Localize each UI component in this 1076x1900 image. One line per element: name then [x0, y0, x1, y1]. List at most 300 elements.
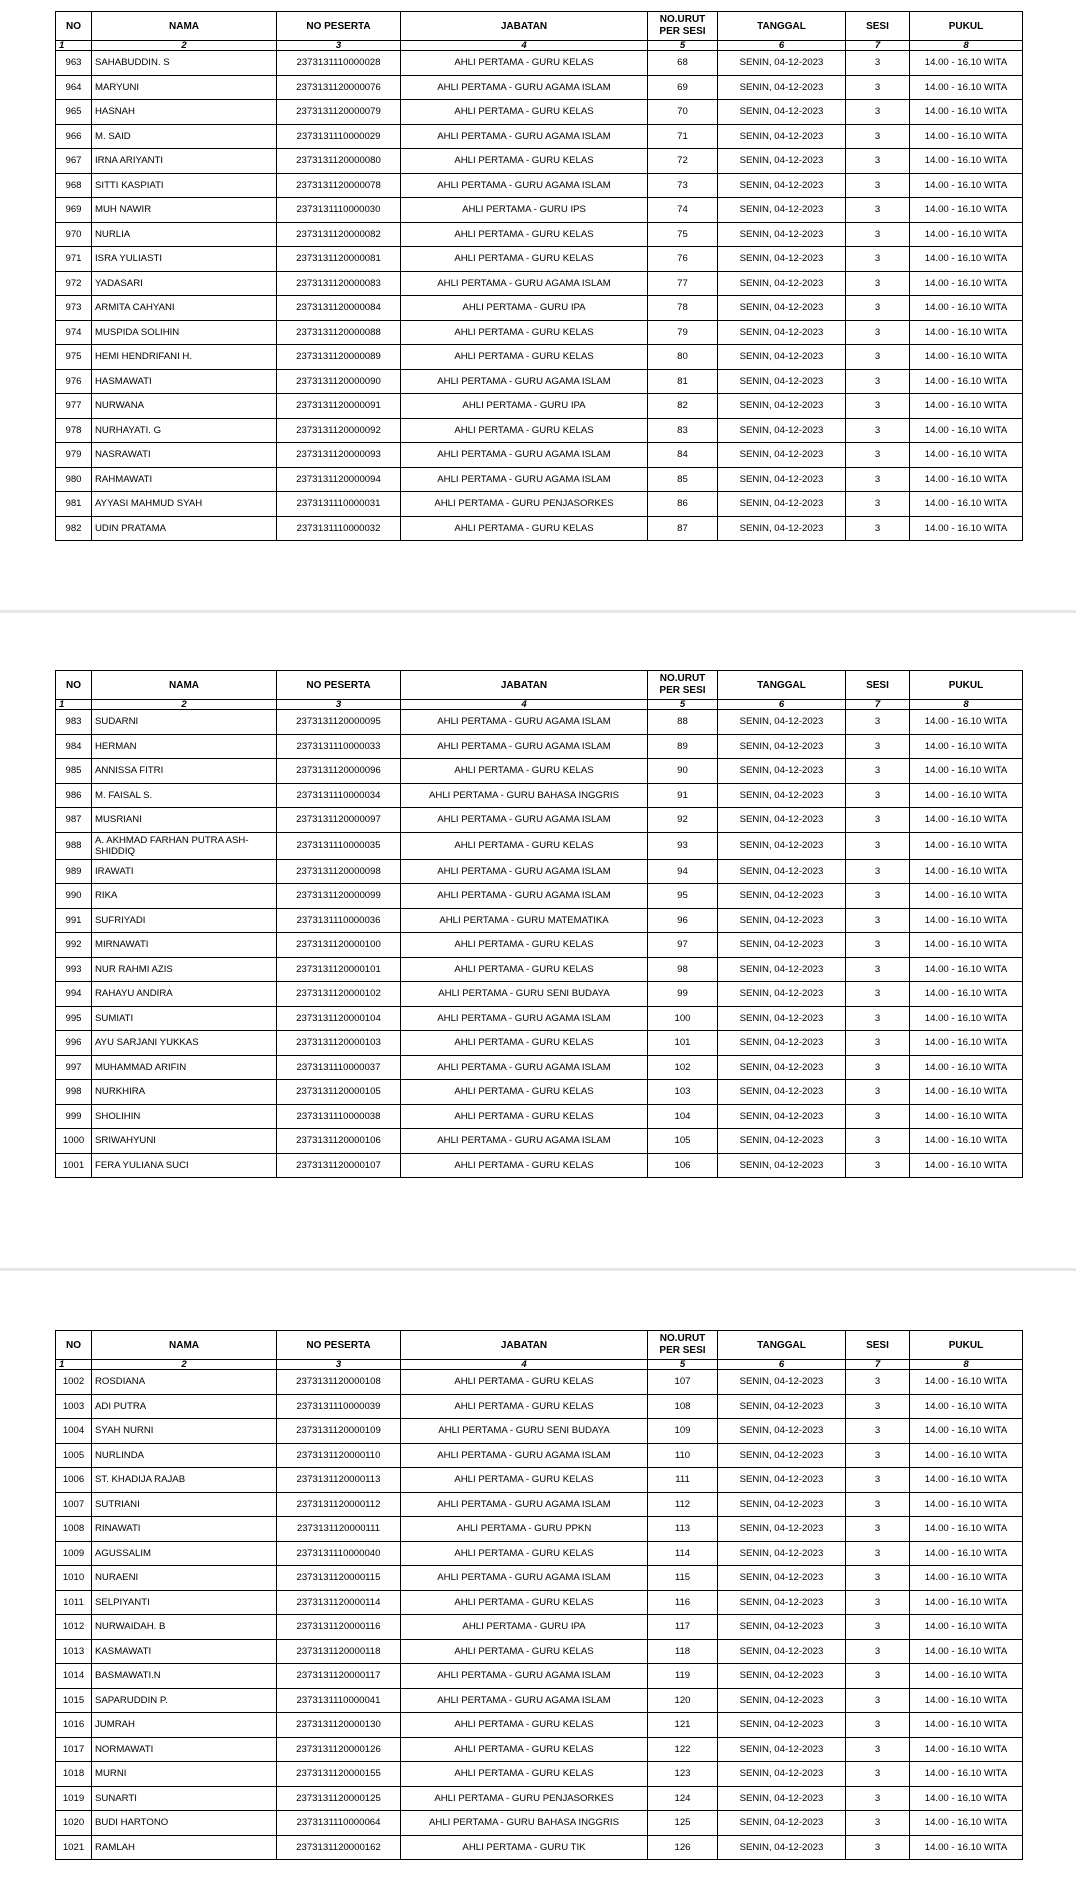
cell-sesi: 3 [846, 859, 910, 884]
cell-nama: NUR RAHMI AZIS [92, 957, 277, 982]
cell-pukul: 14.00 - 16.10 WITA [910, 1104, 1023, 1129]
column-number: 1 [56, 1360, 92, 1370]
cell-no: 982 [56, 516, 92, 541]
cell-pukul: 14.00 - 16.10 WITA [910, 1664, 1023, 1689]
cell-no-urut: 112 [648, 1492, 718, 1517]
cell-sesi: 3 [846, 1762, 910, 1787]
cell-tanggal: SENIN, 04-12-2023 [718, 149, 846, 174]
cell-jabatan: AHLI PERTAMA - GURU KELAS [401, 1639, 648, 1664]
cell-sesi: 3 [846, 1419, 910, 1444]
cell-no: 978 [56, 418, 92, 443]
cell-sesi: 3 [846, 1835, 910, 1860]
header-no-peserta: NO PESERTA [277, 12, 401, 41]
cell-tanggal: SENIN, 04-12-2023 [718, 1492, 846, 1517]
cell-no-urut: 118 [648, 1639, 718, 1664]
cell-no: 1003 [56, 1394, 92, 1419]
column-number: 1 [56, 41, 92, 51]
cell-no: 983 [56, 710, 92, 735]
cell-no-peserta: 2373131110000035 [277, 832, 401, 859]
cell-tanggal: SENIN, 04-12-2023 [718, 982, 846, 1007]
cell-no-urut: 116 [648, 1590, 718, 1615]
cell-no-urut: 83 [648, 418, 718, 443]
cell-tanggal: SENIN, 04-12-2023 [718, 1104, 846, 1129]
table-row [56, 1055, 1023, 1080]
cell-pukul: 14.00 - 16.10 WITA [910, 124, 1023, 149]
cell-pukul: 14.00 - 16.10 WITA [910, 1129, 1023, 1154]
cell-sesi: 3 [846, 247, 910, 272]
cell-sesi: 3 [846, 783, 910, 808]
page-separator [0, 1268, 1076, 1271]
cell-jabatan: AHLI PERTAMA - GURU AGAMA ISLAM [401, 1688, 648, 1713]
cell-no-urut: 109 [648, 1419, 718, 1444]
cell-tanggal: SENIN, 04-12-2023 [718, 908, 846, 933]
cell-sesi: 3 [846, 198, 910, 223]
cell-nama: A. AKHMAD FARHAN PUTRA ASH-SHIDDIQ [92, 832, 277, 859]
cell-sesi: 3 [846, 1468, 910, 1493]
cell-jabatan: AHLI PERTAMA - GURU AGAMA ISLAM [401, 467, 648, 492]
cell-no: 1005 [56, 1443, 92, 1468]
cell-no: 1007 [56, 1492, 92, 1517]
cell-no-urut: 99 [648, 982, 718, 1007]
cell-tanggal: SENIN, 04-12-2023 [718, 271, 846, 296]
cell-sesi: 3 [846, 51, 910, 76]
cell-sesi: 3 [846, 1737, 910, 1762]
cell-tanggal: SENIN, 04-12-2023 [718, 173, 846, 198]
cell-sesi: 3 [846, 1492, 910, 1517]
cell-no-peserta: 2373131120000107 [277, 1153, 401, 1178]
cell-nama: HASNAH [92, 100, 277, 125]
cell-tanggal: SENIN, 04-12-2023 [718, 1835, 846, 1860]
cell-jabatan: AHLI PERTAMA - GURU AGAMA ISLAM [401, 1664, 648, 1689]
cell-sesi: 3 [846, 1394, 910, 1419]
cell-tanggal: SENIN, 04-12-2023 [718, 492, 846, 517]
cell-sesi: 3 [846, 957, 910, 982]
cell-nama: ARMITA CAHYANI [92, 296, 277, 321]
cell-no: 996 [56, 1031, 92, 1056]
cell-sesi: 3 [846, 808, 910, 833]
table-row [56, 492, 1023, 517]
table-row [56, 394, 1023, 419]
cell-no: 970 [56, 222, 92, 247]
cell-jabatan: AHLI PERTAMA - GURU AGAMA ISLAM [401, 1566, 648, 1591]
cell-no-peserta: 2373131120000118 [277, 1639, 401, 1664]
cell-nama: ANNISSA FITRI [92, 759, 277, 784]
cell-no-urut: 98 [648, 957, 718, 982]
cell-tanggal: SENIN, 04-12-2023 [718, 884, 846, 909]
cell-nama: SYAH NURNI [92, 1419, 277, 1444]
cell-no: 980 [56, 467, 92, 492]
column-number: 6 [718, 41, 846, 51]
table-row [56, 859, 1023, 884]
cell-pukul: 14.00 - 16.10 WITA [910, 467, 1023, 492]
cell-tanggal: SENIN, 04-12-2023 [718, 1370, 846, 1395]
cell-sesi: 3 [846, 1811, 910, 1836]
cell-pukul: 14.00 - 16.10 WITA [910, 100, 1023, 125]
cell-no-peserta: 2373131120000112 [277, 1492, 401, 1517]
cell-no-peserta: 2373131120000126 [277, 1737, 401, 1762]
cell-pukul: 14.00 - 16.10 WITA [910, 173, 1023, 198]
cell-no-urut: 108 [648, 1394, 718, 1419]
cell-no-peserta: 2373131120000082 [277, 222, 401, 247]
cell-no: 1011 [56, 1590, 92, 1615]
column-number: 2 [92, 41, 277, 51]
table-row [56, 1762, 1023, 1787]
table-row [56, 1566, 1023, 1591]
cell-jabatan: AHLI PERTAMA - GURU KELAS [401, 247, 648, 272]
cell-pukul: 14.00 - 16.10 WITA [910, 1468, 1023, 1493]
cell-no-peserta: 2373131120000094 [277, 467, 401, 492]
cell-jabatan: AHLI PERTAMA - GURU KELAS [401, 957, 648, 982]
cell-no: 1021 [56, 1835, 92, 1860]
cell-tanggal: SENIN, 04-12-2023 [718, 832, 846, 859]
cell-no-peserta: 2373131120000162 [277, 1835, 401, 1860]
cell-jabatan: AHLI PERTAMA - GURU SENI BUDAYA [401, 1419, 648, 1444]
cell-no-urut: 101 [648, 1031, 718, 1056]
cell-pukul: 14.00 - 16.10 WITA [910, 75, 1023, 100]
cell-no-peserta: 2373131120000113 [277, 1468, 401, 1493]
cell-jabatan: AHLI PERTAMA - GURU PPKN [401, 1517, 648, 1542]
table-row [56, 247, 1023, 272]
cell-sesi: 3 [846, 759, 910, 784]
cell-jabatan: AHLI PERTAMA - GURU AGAMA ISLAM [401, 1129, 648, 1154]
cell-pukul: 14.00 - 16.10 WITA [910, 271, 1023, 296]
cell-no-peserta: 2373131110000029 [277, 124, 401, 149]
cell-jabatan: AHLI PERTAMA - GURU AGAMA ISLAM [401, 443, 648, 468]
cell-sesi: 3 [846, 124, 910, 149]
column-number: 5 [648, 1360, 718, 1370]
table-row [56, 467, 1023, 492]
column-number: 3 [277, 700, 401, 710]
cell-no: 991 [56, 908, 92, 933]
cell-no-urut: 79 [648, 320, 718, 345]
cell-pukul: 14.00 - 16.10 WITA [910, 1541, 1023, 1566]
cell-no-urut: 73 [648, 173, 718, 198]
table-row [56, 1688, 1023, 1713]
cell-no: 1004 [56, 1419, 92, 1444]
cell-no-peserta: 2373131120000114 [277, 1590, 401, 1615]
cell-nama: M. SAID [92, 124, 277, 149]
cell-jabatan: AHLI PERTAMA - GURU IPA [401, 394, 648, 419]
table-row [56, 51, 1023, 76]
column-number: 2 [92, 1360, 277, 1370]
cell-no-urut: 113 [648, 1517, 718, 1542]
column-number: 8 [910, 41, 1023, 51]
cell-sesi: 3 [846, 884, 910, 909]
table-row [56, 884, 1023, 909]
cell-jabatan: AHLI PERTAMA - GURU TIK [401, 1835, 648, 1860]
column-number: 3 [277, 41, 401, 51]
cell-sesi: 3 [846, 418, 910, 443]
cell-sesi: 3 [846, 1566, 910, 1591]
cell-tanggal: SENIN, 04-12-2023 [718, 1811, 846, 1836]
cell-no-urut: 93 [648, 832, 718, 859]
cell-pukul: 14.00 - 16.10 WITA [910, 51, 1023, 76]
cell-jabatan: AHLI PERTAMA - GURU BAHASA INGGRIS [401, 783, 648, 808]
cell-no: 1010 [56, 1566, 92, 1591]
cell-no-urut: 97 [648, 933, 718, 958]
cell-no-peserta: 2373131110000040 [277, 1541, 401, 1566]
cell-no-peserta: 2373131120000084 [277, 296, 401, 321]
cell-sesi: 3 [846, 1443, 910, 1468]
cell-jabatan: AHLI PERTAMA - GURU AGAMA ISLAM [401, 75, 648, 100]
cell-pukul: 14.00 - 16.10 WITA [910, 222, 1023, 247]
header-jabatan: JABATAN [401, 1331, 648, 1360]
header-sesi: SESI [846, 1331, 910, 1360]
cell-sesi: 3 [846, 710, 910, 735]
cell-nama: NASRAWATI [92, 443, 277, 468]
table-row [56, 418, 1023, 443]
cell-pukul: 14.00 - 16.10 WITA [910, 1153, 1023, 1178]
cell-tanggal: SENIN, 04-12-2023 [718, 1541, 846, 1566]
cell-no-peserta: 2373131120000079 [277, 100, 401, 125]
cell-pukul: 14.00 - 16.10 WITA [910, 320, 1023, 345]
cell-no-urut: 114 [648, 1541, 718, 1566]
cell-no-urut: 126 [648, 1835, 718, 1860]
cell-no-peserta: 2373131120000088 [277, 320, 401, 345]
cell-jabatan: AHLI PERTAMA - GURU AGAMA ISLAM [401, 369, 648, 394]
cell-no: 987 [56, 808, 92, 833]
cell-jabatan: AHLI PERTAMA - GURU KELAS [401, 345, 648, 370]
cell-no-peserta: 2373131110000030 [277, 198, 401, 223]
cell-nama: NURHAYATI. G [92, 418, 277, 443]
column-number: 6 [718, 700, 846, 710]
cell-no-peserta: 2373131110000038 [277, 1104, 401, 1129]
cell-sesi: 3 [846, 271, 910, 296]
cell-pukul: 14.00 - 16.10 WITA [910, 933, 1023, 958]
cell-no-peserta: 2373131110000039 [277, 1394, 401, 1419]
cell-jabatan: AHLI PERTAMA - GURU KELAS [401, 149, 648, 174]
cell-nama: BASMAWATI.N [92, 1664, 277, 1689]
table-row [56, 957, 1023, 982]
cell-tanggal: SENIN, 04-12-2023 [718, 1615, 846, 1640]
cell-no: 997 [56, 1055, 92, 1080]
cell-jabatan: AHLI PERTAMA - GURU AGAMA ISLAM [401, 1055, 648, 1080]
cell-nama: SAPARUDDIN P. [92, 1688, 277, 1713]
cell-no-urut: 89 [648, 734, 718, 759]
cell-no-urut: 115 [648, 1566, 718, 1591]
cell-sesi: 3 [846, 173, 910, 198]
cell-sesi: 3 [846, 1031, 910, 1056]
cell-no-urut: 96 [648, 908, 718, 933]
cell-sesi: 3 [846, 1153, 910, 1178]
table-row [56, 296, 1023, 321]
cell-jabatan: AHLI PERTAMA - GURU KELAS [401, 1713, 648, 1738]
cell-tanggal: SENIN, 04-12-2023 [718, 759, 846, 784]
cell-sesi: 3 [846, 100, 910, 125]
cell-jabatan: AHLI PERTAMA - GURU KELAS [401, 418, 648, 443]
cell-tanggal: SENIN, 04-12-2023 [718, 1713, 846, 1738]
cell-no: 977 [56, 394, 92, 419]
cell-no-urut: 95 [648, 884, 718, 909]
cell-pukul: 14.00 - 16.10 WITA [910, 1370, 1023, 1395]
table-row [56, 1786, 1023, 1811]
cell-pukul: 14.00 - 16.10 WITA [910, 394, 1023, 419]
cell-no-urut: 78 [648, 296, 718, 321]
cell-tanggal: SENIN, 04-12-2023 [718, 1006, 846, 1031]
cell-no-urut: 69 [648, 75, 718, 100]
cell-nama: SUDARNI [92, 710, 277, 735]
cell-sesi: 3 [846, 443, 910, 468]
cell-no: 993 [56, 957, 92, 982]
cell-no: 994 [56, 982, 92, 1007]
cell-tanggal: SENIN, 04-12-2023 [718, 443, 846, 468]
cell-nama: SAHABUDDIN. S [92, 51, 277, 76]
cell-tanggal: SENIN, 04-12-2023 [718, 1055, 846, 1080]
header-tanggal: TANGGAL [718, 671, 846, 700]
cell-pukul: 14.00 - 16.10 WITA [910, 1006, 1023, 1031]
column-number: 2 [92, 700, 277, 710]
cell-nama: FERA YULIANA SUCI [92, 1153, 277, 1178]
cell-no-peserta: 2373131120000115 [277, 1566, 401, 1591]
cell-nama: RIKA [92, 884, 277, 909]
cell-no-peserta: 2373131120000076 [277, 75, 401, 100]
column-number: 4 [401, 1360, 648, 1370]
header-pukul: PUKUL [910, 671, 1023, 700]
cell-no-urut: 71 [648, 124, 718, 149]
cell-no: 999 [56, 1104, 92, 1129]
cell-sesi: 3 [846, 1688, 910, 1713]
cell-no-peserta: 2373131120000108 [277, 1370, 401, 1395]
cell-tanggal: SENIN, 04-12-2023 [718, 1566, 846, 1591]
cell-no-peserta: 2373131110000037 [277, 1055, 401, 1080]
table-row [56, 933, 1023, 958]
cell-pukul: 14.00 - 16.10 WITA [910, 884, 1023, 909]
cell-jabatan: AHLI PERTAMA - GURU KELAS [401, 759, 648, 784]
cell-no-peserta: 2373131120000083 [277, 271, 401, 296]
cell-no-peserta: 2373131110000033 [277, 734, 401, 759]
cell-no-urut: 117 [648, 1615, 718, 1640]
cell-pukul: 14.00 - 16.10 WITA [910, 516, 1023, 541]
cell-tanggal: SENIN, 04-12-2023 [718, 124, 846, 149]
cell-tanggal: SENIN, 04-12-2023 [718, 369, 846, 394]
cell-jabatan: AHLI PERTAMA - GURU KELAS [401, 1080, 648, 1105]
cell-no-urut: 122 [648, 1737, 718, 1762]
cell-no-urut: 88 [648, 710, 718, 735]
cell-pukul: 14.00 - 16.10 WITA [910, 296, 1023, 321]
header-no-urut: NO.URUT PER SESI [648, 671, 718, 700]
cell-nama: RINAWATI [92, 1517, 277, 1542]
column-number: 6 [718, 1360, 846, 1370]
table-row [56, 1811, 1023, 1836]
cell-no-peserta: 2373131120000089 [277, 345, 401, 370]
cell-nama: MUSPIDA SOLIHIN [92, 320, 277, 345]
cell-nama: KASMAWATI [92, 1639, 277, 1664]
cell-no-urut: 68 [648, 51, 718, 76]
header-tanggal: TANGGAL [718, 1331, 846, 1360]
cell-jabatan: AHLI PERTAMA - GURU KELAS [401, 1468, 648, 1493]
table-row [56, 443, 1023, 468]
cell-tanggal: SENIN, 04-12-2023 [718, 1468, 846, 1493]
cell-sesi: 3 [846, 394, 910, 419]
cell-no-urut: 111 [648, 1468, 718, 1493]
cell-nama: IRAWATI [92, 859, 277, 884]
cell-tanggal: SENIN, 04-12-2023 [718, 1762, 846, 1787]
cell-no-peserta: 2373131120000155 [277, 1762, 401, 1787]
cell-nama: SITTI KASPIATI [92, 173, 277, 198]
cell-no-urut: 104 [648, 1104, 718, 1129]
cell-jabatan: AHLI PERTAMA - GURU AGAMA ISLAM [401, 173, 648, 198]
header-sesi: SESI [846, 671, 910, 700]
column-number: 1 [56, 700, 92, 710]
cell-tanggal: SENIN, 04-12-2023 [718, 418, 846, 443]
column-number-row [56, 700, 1023, 710]
cell-no: 981 [56, 492, 92, 517]
cell-tanggal: SENIN, 04-12-2023 [718, 1129, 846, 1154]
cell-tanggal: SENIN, 04-12-2023 [718, 1153, 846, 1178]
column-number: 3 [277, 1360, 401, 1370]
table-row [56, 734, 1023, 759]
cell-jabatan: AHLI PERTAMA - GURU KELAS [401, 516, 648, 541]
cell-jabatan: AHLI PERTAMA - GURU KELAS [401, 1153, 648, 1178]
cell-jabatan: AHLI PERTAMA - GURU AGAMA ISLAM [401, 271, 648, 296]
cell-tanggal: SENIN, 04-12-2023 [718, 1590, 846, 1615]
cell-no: 969 [56, 198, 92, 223]
column-number: 7 [846, 1360, 910, 1370]
cell-tanggal: SENIN, 04-12-2023 [718, 1031, 846, 1056]
cell-no: 1012 [56, 1615, 92, 1640]
table-row [56, 222, 1023, 247]
cell-pukul: 14.00 - 16.10 WITA [910, 710, 1023, 735]
cell-no: 1017 [56, 1737, 92, 1762]
header-pukul: PUKUL [910, 12, 1023, 41]
cell-no-urut: 105 [648, 1129, 718, 1154]
cell-nama: NURKHIRA [92, 1080, 277, 1105]
cell-no-urut: 123 [648, 1762, 718, 1787]
table-row [56, 1835, 1023, 1860]
cell-sesi: 3 [846, 1055, 910, 1080]
cell-no-peserta: 2373131120000104 [277, 1006, 401, 1031]
header-tanggal: TANGGAL [718, 12, 846, 41]
cell-pukul: 14.00 - 16.10 WITA [910, 1443, 1023, 1468]
cell-pukul: 14.00 - 16.10 WITA [910, 492, 1023, 517]
table-row [56, 1639, 1023, 1664]
header-no-urut: NO.URUT PER SESI [648, 1331, 718, 1360]
cell-jabatan: AHLI PERTAMA - GURU KELAS [401, 1590, 648, 1615]
cell-no-peserta: 2373131120000097 [277, 808, 401, 833]
cell-no-urut: 76 [648, 247, 718, 272]
cell-sesi: 3 [846, 1664, 910, 1689]
cell-tanggal: SENIN, 04-12-2023 [718, 51, 846, 76]
cell-sesi: 3 [846, 492, 910, 517]
cell-jabatan: AHLI PERTAMA - GURU KELAS [401, 51, 648, 76]
cell-pukul: 14.00 - 16.10 WITA [910, 1492, 1023, 1517]
cell-nama: SHOLIHIN [92, 1104, 277, 1129]
header-no: NO [56, 12, 92, 41]
cell-nama: ADI PUTRA [92, 1394, 277, 1419]
table-row [56, 1370, 1023, 1395]
cell-tanggal: SENIN, 04-12-2023 [718, 1419, 846, 1444]
cell-sesi: 3 [846, 832, 910, 859]
cell-no-peserta: 2373131120000096 [277, 759, 401, 784]
cell-nama: IRNA ARIYANTI [92, 149, 277, 174]
cell-no-peserta: 2373131110000036 [277, 908, 401, 933]
cell-jabatan: AHLI PERTAMA - GURU AGAMA ISLAM [401, 1443, 648, 1468]
cell-pukul: 14.00 - 16.10 WITA [910, 1394, 1023, 1419]
cell-no: 1016 [56, 1713, 92, 1738]
cell-tanggal: SENIN, 04-12-2023 [718, 100, 846, 125]
cell-no: 1013 [56, 1639, 92, 1664]
column-number: 8 [910, 1360, 1023, 1370]
table-row [56, 908, 1023, 933]
cell-sesi: 3 [846, 75, 910, 100]
table-row [56, 1153, 1023, 1178]
schedule-table-2 [55, 670, 1023, 1178]
cell-nama: SUFRIYADI [92, 908, 277, 933]
cell-pukul: 14.00 - 16.10 WITA [910, 957, 1023, 982]
cell-jabatan: AHLI PERTAMA - GURU AGAMA ISLAM [401, 1006, 648, 1031]
cell-sesi: 3 [846, 320, 910, 345]
cell-no-urut: 119 [648, 1664, 718, 1689]
